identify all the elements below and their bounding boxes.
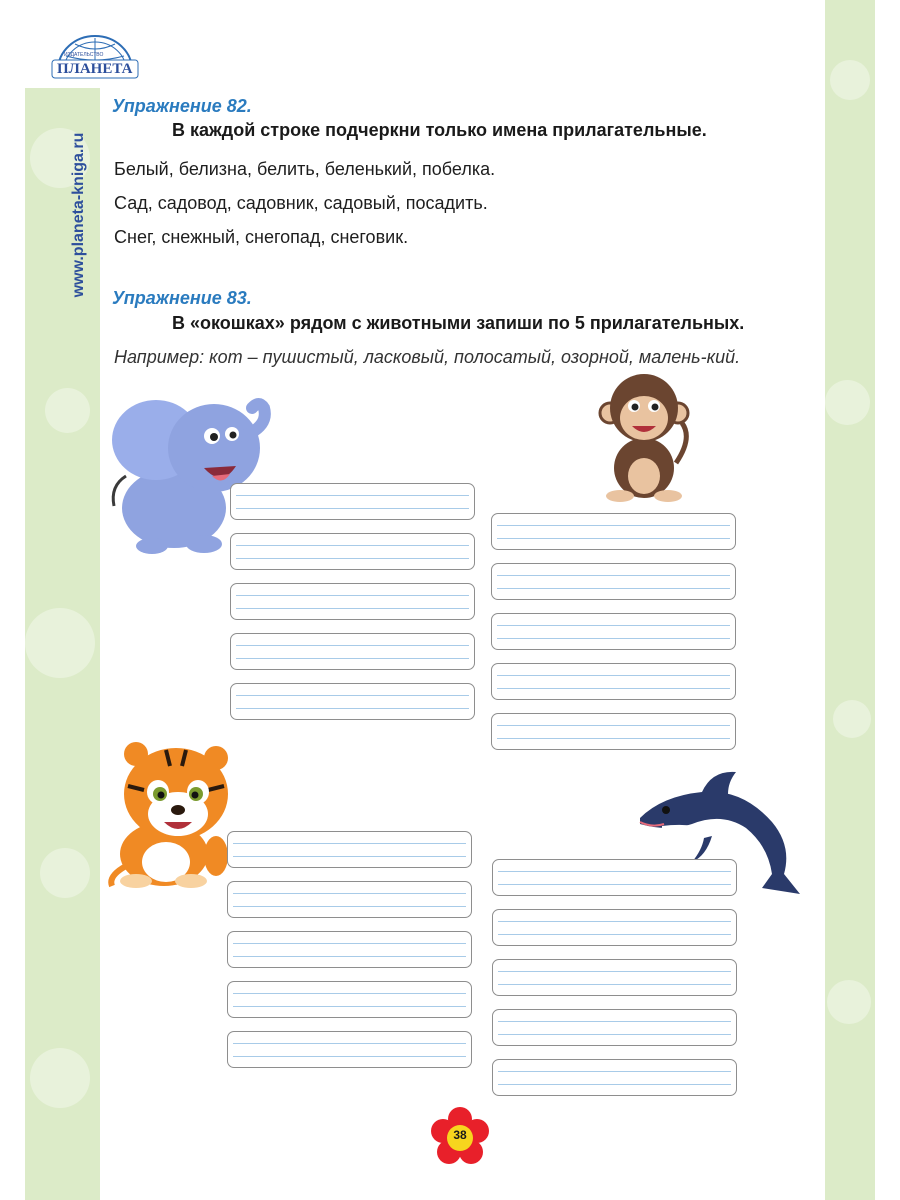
- dolphin-box-1[interactable]: [492, 859, 737, 896]
- tiger-icon: [106, 736, 246, 896]
- page-number-flower: [430, 1107, 490, 1167]
- elephant-box-2[interactable]: [230, 533, 475, 570]
- elephant-box-1[interactable]: [230, 483, 475, 520]
- exercise-82-title: Упражнение 82.: [112, 96, 252, 116]
- monkey-box-1[interactable]: [491, 513, 736, 550]
- dolphin-box-3[interactable]: [492, 959, 737, 996]
- monkey-box-3[interactable]: [491, 613, 736, 650]
- tiger-box-4[interactable]: [227, 981, 472, 1018]
- exercise-82-task: В каждой строке подчеркни только имена прилагательные.: [172, 120, 707, 140]
- tiger-box-3[interactable]: [227, 931, 472, 968]
- monkey-box-4[interactable]: [491, 663, 736, 700]
- website-vertical-label: [64, 105, 94, 325]
- exercise-83-example: Например: кот – пушистый, ласковый, полосатый, озорной, малень-кий.: [114, 347, 741, 367]
- exercise-82-line-2: Сад, садовод, садовник, садовый, посадить.: [114, 193, 488, 213]
- page-number: 38: [453, 1128, 467, 1142]
- exercise-82-line-1: Белый, белизна, белить, беленький, побелка.: [114, 159, 496, 179]
- dolphin-box-2[interactable]: [492, 909, 737, 946]
- tiger-box-5[interactable]: [227, 1031, 472, 1068]
- right-decorative-strip: [825, 0, 875, 1200]
- monkey-box-2[interactable]: [491, 563, 736, 600]
- monkey-icon: [598, 368, 693, 508]
- publisher-logo: [50, 30, 140, 82]
- website-text: www.planeta-kniga.ru: [70, 132, 87, 298]
- elephant-box-5[interactable]: [230, 683, 475, 720]
- monkey-box-5[interactable]: [491, 713, 736, 750]
- exercise-83-title: Упражнение 83.: [112, 288, 252, 308]
- dolphin-box-5[interactable]: [492, 1059, 737, 1096]
- elephant-box-3[interactable]: [230, 583, 475, 620]
- exercise-83-task: В «окошках» рядом с животными запиши по 5 прилагательных.: [172, 313, 745, 333]
- tiger-box-1[interactable]: [227, 831, 472, 868]
- tiger-box-2[interactable]: [227, 881, 472, 918]
- logo-brand: ПЛАНЕТА: [57, 61, 133, 77]
- dolphin-box-4[interactable]: [492, 1009, 737, 1046]
- logo-small-text: ИЗДАТЕЛЬСТВО: [64, 52, 104, 58]
- exercise-82-line-3: Снег, снежный, снегопад, снеговик.: [114, 227, 409, 247]
- elephant-box-4[interactable]: [230, 633, 475, 670]
